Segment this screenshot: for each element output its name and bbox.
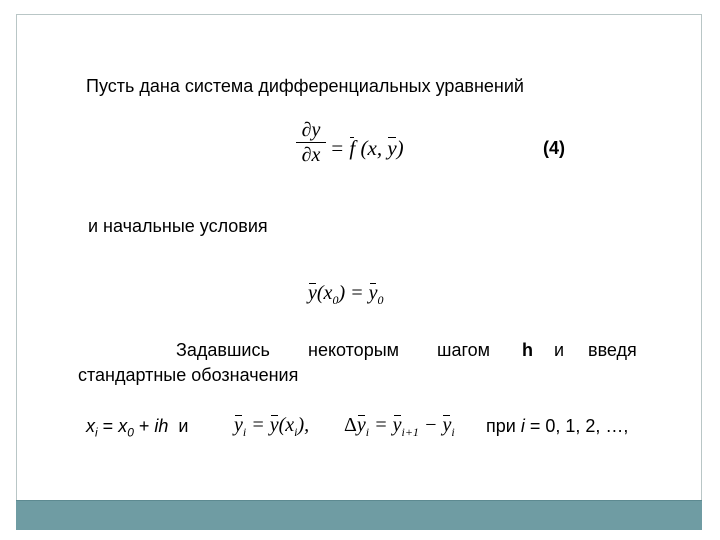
bottom-bar — [16, 500, 702, 530]
yi-definition: $y_i = y(x_i)$, — [234, 414, 310, 439]
fraction-numerator: ∂y — [301, 119, 321, 141]
equation-number: (4) — [543, 138, 565, 158]
step-text-word-6: введя — [588, 340, 637, 360]
intro-text: Пусть дана система дифференциальных уравнений — [86, 76, 524, 96]
initial-conditions-text: и начальные условия — [88, 216, 268, 236]
step-text-word-4: h — [522, 340, 533, 360]
delta-definition: $\Delta y_i = y_{i+1} - y_i$ — [344, 414, 455, 439]
xi-definition: $x_i = x_0$ + ih и — [86, 416, 189, 440]
step-text-word-5: и — [554, 340, 565, 360]
derivative-fraction — [296, 118, 326, 167]
step-text-line-2: стандартные обозначения — [78, 365, 299, 385]
fraction-denominator: ∂x — [296, 142, 326, 167]
step-text-word-1: Задавшись — [176, 340, 270, 360]
equation-rhs: = f (x, y) — [330, 136, 404, 160]
initial-condition-equation: $y(x_0) = y_0$ — [308, 282, 384, 307]
step-text-word-2: некоторым — [308, 340, 400, 360]
step-text-word-3: шагом — [437, 340, 491, 360]
range-text: при i = 0, 1, 2, …, — [486, 416, 629, 436]
